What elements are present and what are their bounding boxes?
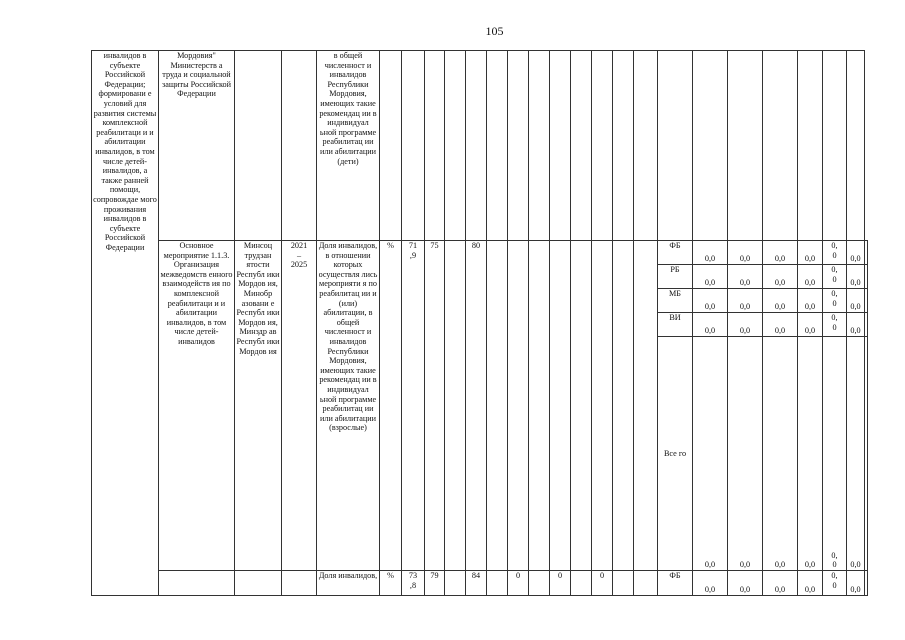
amount-cell: 0, 0 <box>823 571 847 596</box>
amount-cell: 0,0 <box>693 313 728 337</box>
amount-cell: 0,0 <box>847 265 865 289</box>
empty-cell <box>865 265 868 289</box>
empty-cell <box>763 51 798 241</box>
amount-cell: 0,0 <box>798 289 823 313</box>
fin-source-cell: Все го <box>658 337 693 571</box>
fin-source-cell: ФБ <box>658 241 693 265</box>
activity-cell: Основное мероприятие 1.1.3. Организация межведомств енного взаимодейств ия по комплексной реабилитаци и и абилитации инвалидов, в том числе детей-инвалидов <box>159 241 235 571</box>
amount-cell: 0,0 <box>693 241 728 265</box>
empty-cell <box>508 241 529 571</box>
year-start: 2021 <box>290 241 308 250</box>
goal-cell: инвалидов в субъекте Российской Федерации; формировани е условий для развития системы комплексной реабилитаци и и абилитации инвалидов, в том числе детей-инвалидов, а также ранней помощи, сопровождае мого проживания инвалидов в субъекте Российской Федерации <box>92 51 159 596</box>
amount-cell: 0, 0 <box>823 265 847 289</box>
empty-cell <box>235 51 282 241</box>
value-part: ,8 <box>409 580 417 590</box>
value-part: ,9 <box>409 250 417 260</box>
empty-cell <box>380 51 402 241</box>
amount-cell: 0,0 <box>847 289 865 313</box>
empty-cell <box>550 51 571 241</box>
empty-cell <box>445 571 466 596</box>
table-row <box>92 51 868 241</box>
amount-cell: 0,0 <box>798 571 823 596</box>
indicator-cell: Доля инвалидов, в отношении которых осуществля лись мероприяти я по реабилитац ии и (или) абилитации, в общей численност и инвалидов Республики Мордовия, имеющих такие рекомендац ии в индивидуал ьной программе реабилитац ии или абилитации (взрослые) <box>317 241 380 571</box>
empty-cell <box>402 51 425 241</box>
empty-cell <box>466 51 487 241</box>
empty-cell <box>425 51 445 241</box>
empty-cell <box>592 51 613 241</box>
amount-cell: 0,0 <box>763 241 798 265</box>
empty-cell <box>865 289 868 313</box>
empty-cell <box>529 51 550 241</box>
amount-cell: 0,0 <box>847 337 865 571</box>
amount-cell: 0,0 <box>693 337 728 571</box>
amount-cell: 0,0 <box>763 571 798 596</box>
amount-cell: 0,0 <box>763 265 798 289</box>
value-cell: 79 <box>425 571 445 596</box>
empty-cell <box>529 241 550 571</box>
empty-cell <box>445 51 466 241</box>
empty-cell <box>823 51 847 241</box>
amount-cell: 0,0 <box>728 571 763 596</box>
value-cell: 0 <box>508 571 529 596</box>
amount-cell: 0,0 <box>763 289 798 313</box>
empty-cell <box>865 337 868 571</box>
unit-cell: % <box>380 241 402 571</box>
empty-cell <box>571 51 592 241</box>
empty-cell <box>550 241 571 571</box>
value-cell: 84 <box>466 571 487 596</box>
empty-cell <box>508 51 529 241</box>
program-table-wrapper <box>91 50 868 596</box>
empty-cell <box>487 51 508 241</box>
indicator-cell: Доля инвалидов, <box>317 571 380 596</box>
empty-cell <box>529 571 550 596</box>
amount-cell: 0, 0 <box>823 337 847 571</box>
amount-cell: 0,0 <box>693 289 728 313</box>
empty-cell <box>658 51 693 241</box>
amount-cell: 0,0 <box>728 241 763 265</box>
value-cell: 80 <box>466 241 487 571</box>
executor-cell: Мордовия" Министерств а труда и социальной защиты Российской Федерации <box>159 51 235 241</box>
amount-cell: 0,0 <box>798 241 823 265</box>
empty-cell <box>634 51 658 241</box>
amount-cell: 0,0 <box>728 265 763 289</box>
empty-cell <box>282 51 317 241</box>
amount-cell: 0,0 <box>728 337 763 571</box>
empty-cell <box>487 241 508 571</box>
empty-cell <box>571 241 592 571</box>
empty-cell <box>159 571 235 596</box>
empty-cell <box>865 241 868 265</box>
value-cell <box>402 571 425 596</box>
value-cell <box>402 241 425 571</box>
amount-cell: 0,0 <box>798 265 823 289</box>
amount-cell: 0,0 <box>847 241 865 265</box>
amount-cell: 0, 0 <box>823 313 847 337</box>
years-cell <box>282 241 317 571</box>
amount-cell: 0,0 <box>847 313 865 337</box>
value-cell: 0 <box>592 571 613 596</box>
amount-cell: 0,0 <box>847 571 865 596</box>
empty-cell <box>693 51 728 241</box>
fin-source-cell: РБ <box>658 265 693 289</box>
amount-cell: 0,0 <box>693 571 728 596</box>
amount-cell: 0,0 <box>763 313 798 337</box>
empty-cell <box>634 241 658 571</box>
empty-cell <box>445 241 466 571</box>
empty-cell <box>728 51 763 241</box>
empty-cell <box>847 51 865 241</box>
empty-cell <box>865 571 868 596</box>
empty-cell <box>592 241 613 571</box>
value-part: 71 <box>408 241 418 250</box>
amount-cell: 0,0 <box>728 289 763 313</box>
value-part: 73 <box>408 571 418 580</box>
table-row <box>92 571 868 596</box>
fin-source-cell: ВИ <box>658 313 693 337</box>
amount-cell: 0,0 <box>798 337 823 571</box>
amount-cell: 0,0 <box>763 337 798 571</box>
amount-cell: 0,0 <box>693 265 728 289</box>
executor-cell: Минсоц трудзан ятости Республ ики Мордов ия, Минобр азовани е Республ ики Мордов ия, Минздр ав Республ ики Мордов ия <box>235 241 282 571</box>
empty-cell <box>613 241 634 571</box>
value-cell: 75 <box>425 241 445 571</box>
table-row <box>92 241 868 265</box>
unit-cell: % <box>380 571 402 596</box>
fin-source-cell: МБ <box>658 289 693 313</box>
empty-cell <box>235 571 282 596</box>
empty-cell <box>613 51 634 241</box>
empty-cell <box>865 313 868 337</box>
year-end: 2025 <box>290 260 308 270</box>
amount-cell: 0,0 <box>798 313 823 337</box>
program-table <box>91 50 868 596</box>
page-number: 105 <box>485 24 504 38</box>
empty-cell <box>282 571 317 596</box>
empty-cell <box>613 571 634 596</box>
value-cell: 0 <box>550 571 571 596</box>
amount-cell: 0, 0 <box>823 241 847 265</box>
empty-cell <box>487 571 508 596</box>
amount-cell: 0,0 <box>728 313 763 337</box>
empty-cell <box>571 571 592 596</box>
empty-cell <box>634 571 658 596</box>
fin-source-cell: ФБ <box>658 571 693 596</box>
empty-cell <box>798 51 823 241</box>
indicator-cell: в общей численност и инвалидов Республики Мордовия, имеющих такие рекомендац ии в индивидуал ьной программе реабилитац ии или абилитации (дети) <box>317 51 380 241</box>
amount-cell: 0, 0 <box>823 289 847 313</box>
year-dash: – <box>296 250 302 260</box>
